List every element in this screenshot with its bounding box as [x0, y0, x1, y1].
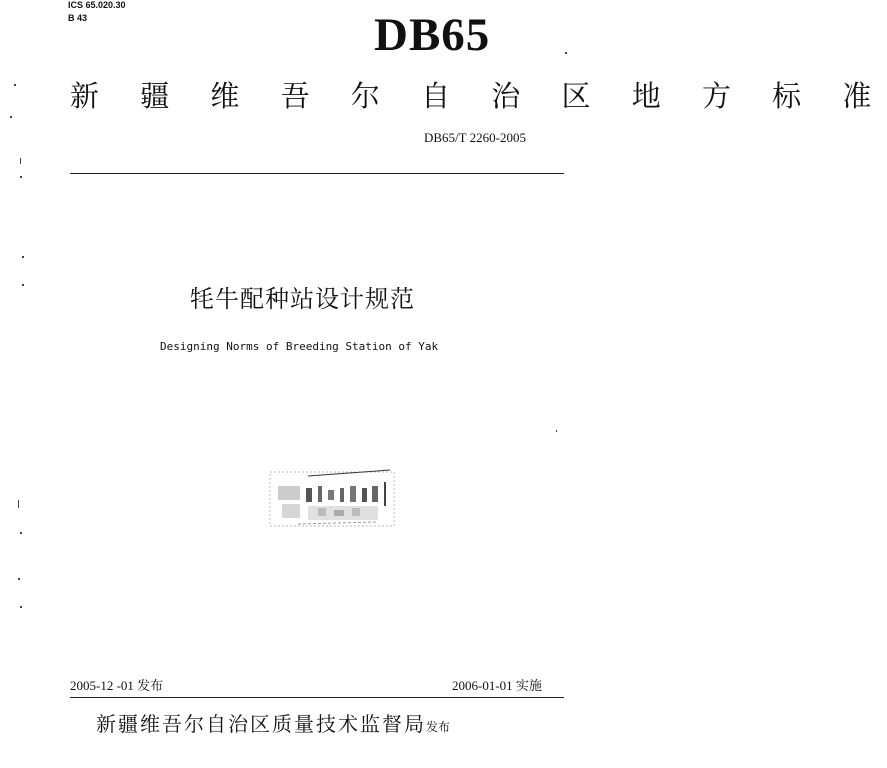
scan-speck [14, 84, 16, 86]
publisher-name: 新疆维吾尔自治区质量技术监督局 [96, 712, 426, 736]
scan-speck [10, 116, 12, 118]
issue-date: 2005-12 -01 发布 [70, 678, 164, 693]
scan-speck [18, 578, 20, 580]
publisher-suffix: 发布 [426, 720, 451, 734]
scan-speck [20, 606, 22, 608]
scan-speck [565, 52, 567, 54]
publisher [96, 711, 450, 740]
header-divider [70, 173, 564, 174]
scan-speck [22, 256, 24, 258]
footer-divider [70, 697, 564, 698]
scan-speck [22, 284, 24, 286]
library-stamp-image [268, 466, 396, 530]
standard-mark: DB65 [374, 9, 491, 61]
standard-number: DB65/T 2260-2005 [424, 130, 526, 145]
document-title-en: Designing Norms of Breeding Station of Yak [160, 340, 439, 353]
stamp-graphic [268, 466, 396, 530]
scan-speck [20, 532, 22, 534]
document-title-cn: 牦牛配种站设计规范 [190, 285, 415, 313]
scan-speck [556, 430, 557, 432]
scan-speck [20, 176, 22, 178]
ics-code: ICS 65.020.30 [68, 0, 126, 10]
scan-speck [18, 500, 19, 508]
authority-title: 新 疆 维 吾 尔 自 治 区 地 方 标 准 [70, 79, 887, 113]
scan-speck [20, 158, 21, 164]
classification-code: B 43 [68, 13, 88, 23]
implementation-date: 2006-01-01 实施 [452, 678, 542, 693]
